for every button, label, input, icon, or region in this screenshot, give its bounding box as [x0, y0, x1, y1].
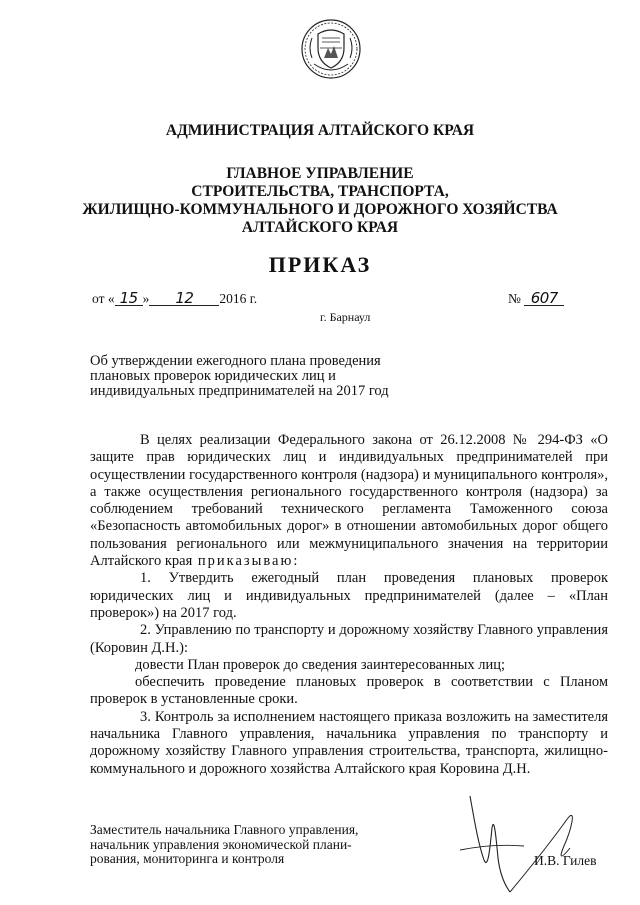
order-date: [92, 291, 257, 307]
body-paragraph-subitem: довести План проверок до сведения заинтересованных лиц;: [135, 656, 506, 673]
management-title-line: ГЛАВНОЕ УПРАВЛЕНИЕ: [226, 165, 414, 182]
body-paragraph-item-3: 3. Контроль за исполнением настоящего приказа возложить на заместителя начальника Главного управления, начальника управления по транспорту и дорожному хозяйству Главного управления строительства, транспорта, жилищно-коммунального и дорожного хозяйства Алтайского края Коровина Д.Н.: [90, 708, 608, 777]
administration-title: АДМИНИСТРАЦИЯ АЛТАЙСКОГО КРАЯ: [165, 122, 475, 139]
subject-line: плановых проверок юридических лиц и: [90, 368, 336, 384]
management-title-line: АЛТАЙСКОГО КРАЯ: [241, 219, 399, 236]
signatory-position: [90, 823, 358, 867]
signatory-position-line: Заместитель начальника Главного управления,: [90, 822, 359, 837]
order-number: [508, 291, 564, 307]
date-prefix: от «: [92, 291, 115, 306]
body-paragraph-item-1: 1. Утвердить ежегодный план проведения плановых проверок юридических лиц и индивидуальных предпринимателей (далее – «План проверок») на 2017 год.: [90, 570, 608, 621]
document-type-title: ПРИКАЗ: [268, 252, 372, 277]
handwritten-signature: [440, 788, 600, 900]
body-paragraph-item-2: 2. Управлению по транспорту и дорожному хозяйству Главного управления (Коровин Д.Н.):: [90, 622, 608, 656]
date-mid: »: [142, 291, 150, 306]
number-handwritten: 607: [524, 291, 564, 306]
date-day-handwritten: 15: [115, 291, 143, 306]
subject-line: Об утверждении ежегодного плана проведения: [90, 353, 381, 369]
order-keyword: приказываю:: [192, 553, 300, 570]
date-year: 2016 г.: [219, 291, 258, 306]
signatory-position-line: начальник управления экономической плани-: [90, 836, 352, 852]
management-title-line: ЖИЛИЩНО-КОММУНАЛЬНОГО И ДОРОЖНОГО ХОЗЯЙСТВА: [82, 201, 558, 218]
order-body: [90, 432, 608, 778]
preamble-text: В целях реализации Федерального закона от 26.12.2008 № 294-ФЗ «О защите прав юридических лиц и индивидуальных предпринимателей при осуществлении государственного контроля (надзора) и муниципального контроля», а также осуществления регионального государственного контроля (надзора) за соблюдением требований технического регламента Таможенного союза «Безопасность автомобильных дорог» в отношении автомобильных дорог общего пользования регионального или межмуниципального значения на территории Алтайского края: [90, 432, 608, 570]
date-month-handwritten: 12: [149, 291, 219, 306]
body-paragraph-subitem: обеспечить проведение плановых проверок в соответствии с Планом проверок в установленные сроки.: [90, 674, 608, 708]
number-prefix: №: [508, 291, 521, 306]
subject-line: индивидуальных предпринимателей на 2017 год: [90, 383, 389, 399]
body-paragraph-preamble: [90, 432, 608, 570]
signatory-position-line: рования, мониторинга и контроля: [90, 851, 285, 866]
city: г. Барнаул: [320, 310, 371, 324]
order-subject: [90, 354, 389, 399]
management-title-line: СТРОИТЕЛЬСТВА, ТРАНСПОРТА,: [191, 183, 449, 200]
management-title: [0, 165, 640, 237]
coat-of-arms-emblem: [300, 18, 362, 80]
signatory-name: И.В. Гилев: [534, 853, 597, 868]
